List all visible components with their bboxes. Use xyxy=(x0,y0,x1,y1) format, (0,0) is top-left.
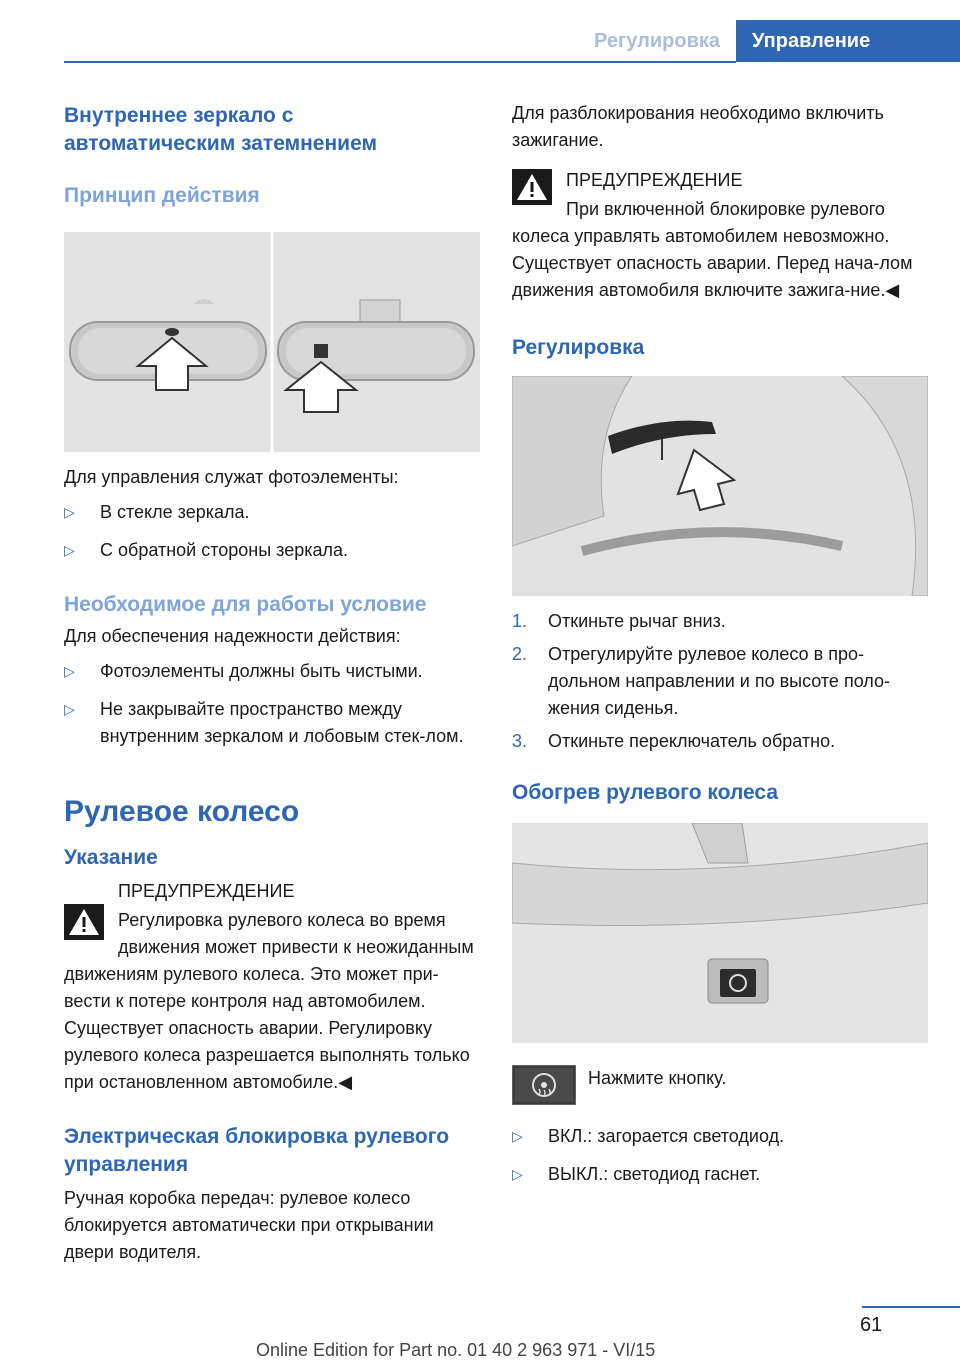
header-rule xyxy=(64,61,736,63)
list-item: ▷ Не закрывайте пространство между внутренним зеркалом и лобовым стек-лом. xyxy=(64,696,480,750)
press-button-text: Нажмите кнопку. xyxy=(588,1068,727,1088)
page-header xyxy=(0,20,960,62)
warning-triangle-icon xyxy=(64,904,104,940)
steering-adjust-photo xyxy=(512,376,928,596)
left-column xyxy=(64,96,480,1266)
warning-text: Регулировка рулевого колеса во время движения может привести к неожиданным движениям рулевого колеса. Это может при-вести к потере контроля над автомобилем. Существует опасность аварии. Регулировку рулевого колеса разрешается выполнять только при остановленном автомобиле.◀ xyxy=(64,910,474,1092)
list-item: ▷ В стекле зеркала. xyxy=(64,499,480,526)
mirror-photo xyxy=(64,232,480,452)
section-tab: Регулировка xyxy=(593,30,720,52)
heating-heading: Обогрев рулевого колеса xyxy=(512,781,779,804)
mirror-illustration xyxy=(64,232,480,452)
warning-title: ПРЕДУПРЕЖДЕНИЕ xyxy=(118,881,295,901)
list-item: 2. Отрегулируйте рулевое колесо в про-дольном направлении и по высоте поло-жения сиденья. xyxy=(512,644,891,718)
warning-title: ПРЕДУПРЕЖДЕНИЕ xyxy=(566,170,743,190)
heating-list xyxy=(512,1123,928,1188)
chapter-tab: Управление xyxy=(736,20,960,62)
list-item: ▷ ВКЛ.: загорается светодиод. xyxy=(512,1123,928,1150)
lock-heading: Электрическая блокировка рулевого управления xyxy=(64,1125,450,1176)
list-item: ▷ Фотоэлементы должны быть чистыми. xyxy=(64,658,480,685)
warning-text: При включенной блокировке рулевого колеса управлять автомобилем невозможно. Существует опасность аварии. Перед нача-лом движения автомобиля включите зажига-ние.◀ xyxy=(512,199,913,300)
adjust-steps xyxy=(512,608,928,755)
steering-heading: Рулевое колесо xyxy=(64,795,300,828)
list-item: 3. Откиньте переключатель обратно. xyxy=(512,731,836,751)
unlock-text: Для разблокирования необходимо включить зажигание. xyxy=(512,103,884,150)
photo-sensors-list xyxy=(64,499,480,564)
lock-text: Ручная коробка передач: рулевое колесо блокируется автоматически при открывании двери водителя. xyxy=(64,1188,434,1262)
warning-triangle-icon xyxy=(512,169,552,205)
principle-heading: Принцип действия xyxy=(64,184,260,207)
triangle-right-icon: ▷ xyxy=(64,663,75,679)
steering-lever-illustration xyxy=(512,376,928,596)
heating-button-illustration xyxy=(512,823,928,1043)
triangle-right-icon: ▷ xyxy=(64,542,75,558)
press-button-row xyxy=(512,1065,928,1109)
triangle-right-icon: ▷ xyxy=(512,1166,523,1182)
list-item: ▷ ВЫКЛ.: светодиод гаснет. xyxy=(512,1161,928,1188)
footer-rule xyxy=(862,1306,960,1308)
triangle-right-icon: ▷ xyxy=(64,504,75,520)
photo-sensors-text: Для управления служат фотоэлементы: xyxy=(64,467,399,487)
mirror-heading: Внутреннее зеркало с автоматическим затемнением xyxy=(64,104,378,155)
triangle-right-icon: ▷ xyxy=(512,1128,523,1144)
adjust-heading: Регулировка xyxy=(512,336,645,359)
note-heading: Указание xyxy=(64,846,158,869)
heated-steering-wheel-icon xyxy=(512,1065,576,1105)
condition-heading: Необходимое для работы условие xyxy=(64,593,427,616)
triangle-right-icon: ▷ xyxy=(64,701,75,717)
list-item: 1. Откиньте рычаг вниз. xyxy=(512,611,726,631)
edition-text: Online Edition for Part no. 01 40 2 963 971 - VI/15 xyxy=(256,1340,656,1360)
warning-block xyxy=(64,878,480,1096)
condition-list xyxy=(64,658,480,750)
warning-block xyxy=(512,167,928,304)
page-number: 61 xyxy=(860,1314,883,1336)
heating-photo xyxy=(512,823,928,1043)
condition-text: Для обеспечения надежности действия: xyxy=(64,626,401,646)
right-column xyxy=(512,96,928,1188)
list-item: ▷ С обратной стороны зеркала. xyxy=(64,537,480,564)
